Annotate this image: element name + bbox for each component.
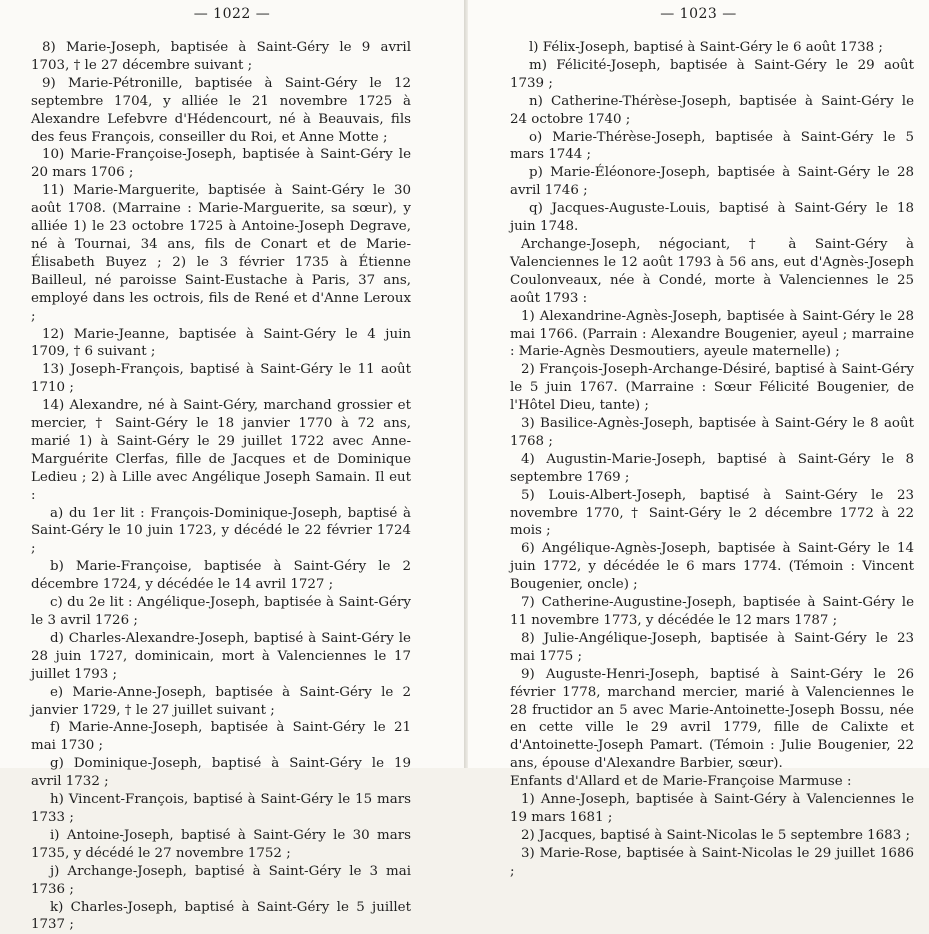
entry: 3) Marie-Rose, baptisée à Saint-Nicolas le 29 juillet 1686 ; — [510, 845, 914, 881]
entry: 2) François-Joseph-Archange-Désiré, baptisé à Saint-Géry le 5 juin 1767. (Marraine : Sœur Félicité Bougenier, de l'Hôtel Dieu, tante) ; — [510, 361, 914, 415]
entry: 3) Basilice-Agnès-Joseph, baptisée à Saint-Géry le 8 août 1768 ; — [510, 415, 914, 451]
entry: e) Marie-Anne-Joseph, baptisée à Saint-Géry le 2 janvier 1729, † le 27 juillet suivant ; — [31, 684, 411, 720]
page-number-left: — 1022 — — [0, 6, 464, 22]
entry: 11) Marie-Marguerite, baptisée à Saint-Géry le 30 août 1708. (Marraine : Marie-Marguerite, sa sœur), y alliée 1) le 23 octobre 1725 à Antoine-Joseph Degrave, né à Tournai, 34 ans, fils de Conart et de Marie-Élisabeth Buyez ; 2) le 3 février 1735 à Étienne Bailleul, né paroisse Saint-Eustache à Paris, 37 ans, employé dans les octrois, fils de René et d'Anne Leroux ; — [31, 182, 411, 325]
entry: 12) Marie-Jeanne, baptisée à Saint-Géry le 4 juin 1709, † 6 suivant ; — [31, 326, 411, 362]
entry: a) du 1er lit : François-Dominique-Joseph, baptisé à Saint-Géry le 10 juin 1723, y décédé le 22 février 1724 ; — [31, 505, 411, 559]
right-page — [468, 0, 929, 768]
entry: g) Dominique-Joseph, baptisé à Saint-Géry le 19 avril 1732 ; — [31, 755, 411, 791]
entry: h) Vincent-François, baptisé à Saint-Géry le 15 mars 1733 ; — [31, 791, 411, 827]
section-heading: Enfants d'Allard et de Marie-Françoise Marmuse : — [510, 773, 914, 791]
entry: b) Marie-Françoise, baptisée à Saint-Géry le 2 décembre 1724, y décédée le 14 avril 1727 ; — [31, 558, 411, 594]
entry: 8) Julie-Angélique-Joseph, baptisée à Saint-Géry le 23 mai 1775 ; — [510, 630, 914, 666]
entry: f) Marie-Anne-Joseph, baptisée à Saint-Géry le 21 mai 1730 ; — [31, 719, 411, 755]
entry: 10) Marie-Françoise-Joseph, baptisée à Saint-Géry le 20 mars 1706 ; — [31, 146, 411, 182]
entry: j) Archange-Joseph, baptisé à Saint-Géry le 3 mai 1736 ; — [31, 863, 411, 899]
entry: p) Marie-Éléonore-Joseph, baptisée à Saint-Géry le 28 avril 1746 ; — [510, 164, 914, 200]
left-page-text — [31, 39, 411, 934]
right-page-text — [510, 39, 914, 881]
entry: 9) Marie-Pétronille, baptisée à Saint-Géry le 12 septembre 1704, y alliée le 21 novembre 1725 à Alexandre Lefebvre d'Hédencourt, né à Beauvais, fils des feus François, conseiller du Roi, et Anne Motte ; — [31, 75, 411, 147]
entry: d) Charles-Alexandre-Joseph, baptisé à Saint-Géry le 28 juin 1727, dominicain, mort à Valenciennes le 17 juillet 1793 ; — [31, 630, 411, 684]
entry: 7) Catherine-Augustine-Joseph, baptisée à Saint-Géry le 11 novembre 1773, y décédée le 12 mars 1787 ; — [510, 594, 914, 630]
entry: q) Jacques-Auguste-Louis, baptisé à Saint-Géry le 18 juin 1748. — [510, 200, 914, 236]
entry: 5) Louis-Albert-Joseph, baptisé à Saint-Géry le 23 novembre 1770, † Saint-Géry le 2 décembre 1772 à 22 mois ; — [510, 487, 914, 541]
entry: 1) Anne-Joseph, baptisée à Saint-Géry à Valenciennes le 19 mars 1681 ; — [510, 791, 914, 827]
entry: Archange-Joseph, négociant, † à Saint-Géry à Valenciennes le 12 août 1793 à 56 ans, eut d'Agnès-Joseph Coulonveaux, née à Condé, morte à Valenciennes le 25 août 1793 : — [510, 236, 914, 308]
entry: 1) Alexandrine-Agnès-Joseph, baptisée à Saint-Géry le 28 mai 1766. (Parrain : Alexandre Bougenier, ayeul ; marraine : Marie-Agnès Desmoutiers, ayeule maternelle) ; — [510, 308, 914, 362]
entry: 9) Auguste-Henri-Joseph, baptisé à Saint-Géry le 26 février 1778, marchand mercier, marié à Valenciennes le 28 fructidor an 5 avec Marie-Antoinette-Joseph Bossu, née en cette ville le 29 avril 1779, fille de Calixte et d'Antoinette-Joseph Pamart. (Témoin : Julie Bougenier, 22 ans, épouse d'Alexandre Barbier, sœur). — [510, 666, 914, 773]
entry: i) Antoine-Joseph, baptisé à Saint-Géry le 30 mars 1735, y décédé le 27 novembre 1752 ; — [31, 827, 411, 863]
entry: 8) Marie-Joseph, baptisée à Saint-Géry le 9 avril 1703, † le 27 décembre suivant ; — [31, 39, 411, 75]
entry: o) Marie-Thérèse-Joseph, baptisée à Saint-Géry le 5 mars 1744 ; — [510, 129, 914, 165]
page-number-right: — 1023 — — [468, 6, 929, 22]
entry: c) du 2e lit : Angélique-Joseph, baptisée à Saint-Géry le 3 avril 1726 ; — [31, 594, 411, 630]
entry: 14) Alexandre, né à Saint-Géry, marchand grossier et mercier, † Saint-Géry le 18 janvier 1770 à 72 ans, marié 1) à Saint-Géry le 29 juillet 1722 avec Anne-Marguérite Clerfas, fille de Jacques et de Dominique Ledieu ; 2) à Lille avec Angélique Joseph Samain. Il eut : — [31, 397, 411, 504]
entry: 13) Joseph-François, baptisé à Saint-Géry le 11 août 1710 ; — [31, 361, 411, 397]
entry: 2) Jacques, baptisé à Saint-Nicolas le 5 septembre 1683 ; — [510, 827, 914, 845]
left-page — [0, 0, 464, 768]
entry: 6) Angélique-Agnès-Joseph, baptisée à Saint-Géry le 14 juin 1772, y décédée le 6 mars 1774. (Témoin : Vincent Bougenier, oncle) ; — [510, 540, 914, 594]
entry: l) Félix-Joseph, baptisé à Saint-Géry le 6 août 1738 ; — [510, 39, 914, 57]
entry: k) Charles-Joseph, baptisé à Saint-Géry le 5 juillet 1737 ; — [31, 899, 411, 934]
entry: 4) Augustin-Marie-Joseph, baptisé à Saint-Géry le 8 septembre 1769 ; — [510, 451, 914, 487]
entry: m) Félicité-Joseph, baptisée à Saint-Géry le 29 août 1739 ; — [510, 57, 914, 93]
entry: n) Catherine-Thérèse-Joseph, baptisée à Saint-Géry le 24 octobre 1740 ; — [510, 93, 914, 129]
